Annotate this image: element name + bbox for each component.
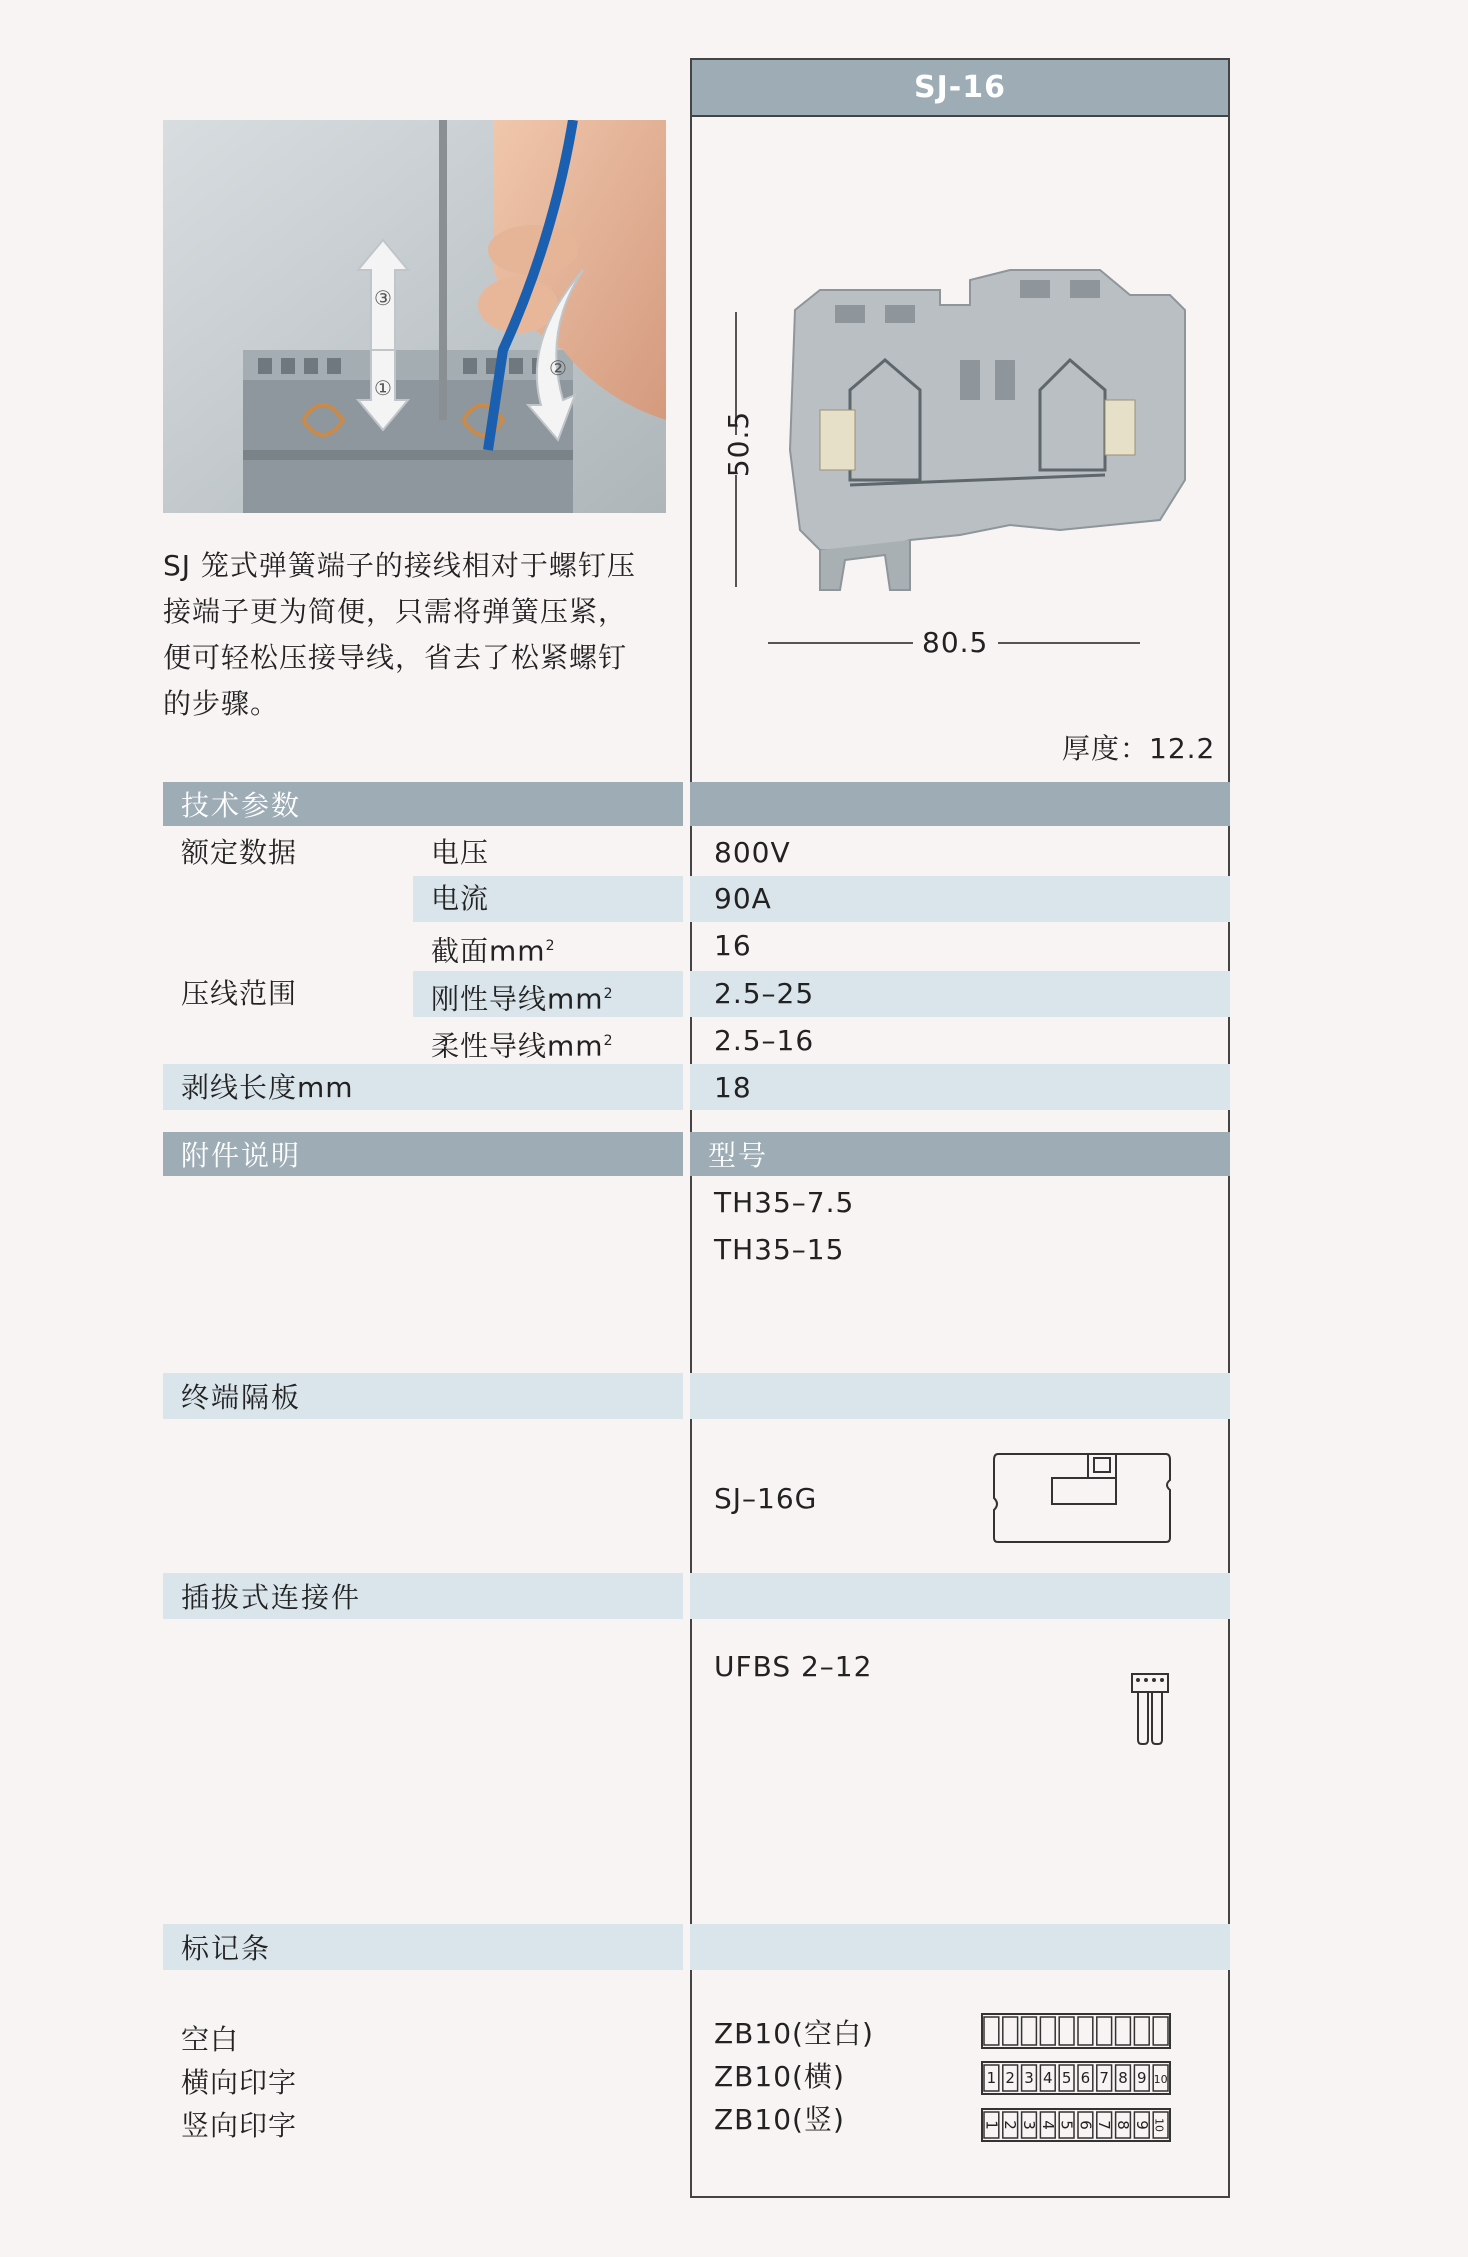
marker-strip-horizontal [981, 2061, 1172, 2099]
end-plate-icon [990, 1450, 1172, 1546]
step-1-label: ① [374, 376, 392, 400]
step-2-label: ② [549, 356, 567, 380]
terminal-drawing [760, 250, 1200, 600]
marker-model-vertical: ZB10(竖) [714, 2103, 845, 2136]
value-current: 90A [714, 882, 772, 915]
value-strip-length: 18 [714, 1071, 752, 1104]
marker-strip-header: 标记条 [163, 1924, 683, 1970]
group-strip-length: 剥线长度mm [181, 1071, 354, 1104]
marker-cell [1040, 2017, 1055, 2045]
plug-connector-model: UFBS 2–12 [714, 1650, 873, 1683]
marker-number: 1 [986, 2069, 997, 2087]
param-rigid-wire: 刚性导线$mm^2$ [431, 982, 614, 1016]
marker-number: 6 [1080, 2069, 1091, 2087]
marker-number: 9 [1132, 2120, 1151, 2130]
group-wire-range: 压线范围 [181, 977, 298, 1010]
product-photo [163, 120, 666, 513]
marker-label-horizontal: 横向印字 [181, 2066, 298, 2099]
param-voltage: 电压 [431, 836, 490, 869]
marker-cell [1097, 2017, 1112, 2045]
rail-model-2: TH35–15 [714, 1233, 845, 1266]
product-model-header: SJ-16 [690, 58, 1230, 117]
end-plate-model: SJ–16G [714, 1482, 818, 1515]
marker-number: 7 [1099, 2069, 1109, 2087]
marker-number: 4 [1038, 2120, 1057, 2130]
marker-number: 8 [1114, 2120, 1132, 2130]
marker-cell [1134, 2017, 1149, 2045]
value-rigid-wire: 2.5–25 [714, 977, 815, 1010]
accessories-header: 附件说明 [163, 1132, 683, 1176]
width-dim-line-right [998, 642, 1140, 644]
width-dimension: 80.5 [922, 626, 989, 659]
marker-cell [984, 2017, 999, 2045]
marker-number: 2 [1001, 2120, 1020, 2130]
model-header: 型号 [690, 1132, 1230, 1176]
param-current: 电流 [431, 882, 490, 915]
plug-connector-icon [1130, 1672, 1170, 1746]
width-dim-line-left [768, 642, 913, 644]
marker-model-horizontal: ZB10(横) [714, 2060, 845, 2093]
marker-number: 10 [1153, 2073, 1168, 2086]
intro-line-1: SJ 笼式弹簧端子的接线相对于螺钉压 [163, 549, 636, 582]
marker-label-vertical: 竖向印字 [181, 2109, 298, 2142]
marker-number: 4 [1043, 2069, 1053, 2087]
marker-number: 2 [1005, 2069, 1015, 2087]
marker-number: 6 [1076, 2120, 1095, 2130]
value-flexible-wire: 2.5–16 [714, 1024, 815, 1057]
marker-cell [1003, 2017, 1018, 2045]
intro-line-3: 便可轻松压接导线，省去了松紧螺钉 [163, 641, 628, 674]
param-flexible-wire: 柔性导线$mm^2$ [431, 1029, 614, 1063]
marker-cell [1153, 2017, 1168, 2045]
marker-number: 3 [1020, 2120, 1038, 2130]
marker-cell [1022, 2017, 1037, 2045]
marker-cell [1078, 2017, 1093, 2045]
marker-number: 9 [1137, 2069, 1147, 2087]
marker-number: 1 [982, 2120, 1001, 2130]
param-cross-section: 截面$mm^2$ [431, 934, 556, 968]
plug-connector-header: 插拔式连接件 [163, 1573, 683, 1619]
step-3-label: ③ [374, 286, 392, 310]
marker-cell [1116, 2017, 1131, 2045]
marker-number: 8 [1118, 2069, 1128, 2087]
marker-model-blank: ZB10(空白) [714, 2017, 874, 2050]
marker-number: 5 [1057, 2120, 1076, 2130]
thickness-label: 厚度：12.2 [1062, 732, 1216, 765]
marker-cell [1059, 2017, 1074, 2045]
rail-model-1: TH35–7.5 [714, 1186, 855, 1219]
marker-strip-blank [981, 2013, 1172, 2053]
end-plate-header: 终端隔板 [163, 1373, 683, 1419]
tech-params-header-right [690, 782, 1230, 826]
group-rated-data: 额定数据 [181, 836, 298, 869]
value-cross-section: 16 [714, 929, 752, 962]
intro-line-2: 接端子更为简便，只需将弹簧压紧， [163, 595, 628, 628]
height-dimension: 50.5 [722, 410, 755, 478]
marker-number: 3 [1024, 2069, 1034, 2087]
intro-line-4: 的步骤。 [163, 687, 280, 720]
marker-strip-vertical [981, 2108, 1172, 2146]
marker-number: 5 [1061, 2069, 1072, 2087]
value-voltage: 800V [714, 836, 791, 869]
tech-params-header: 技术参数 [163, 782, 683, 826]
marker-number: 10 [1152, 2118, 1166, 2132]
marker-number: 7 [1095, 2120, 1114, 2130]
marker-label-blank: 空白 [181, 2023, 240, 2056]
